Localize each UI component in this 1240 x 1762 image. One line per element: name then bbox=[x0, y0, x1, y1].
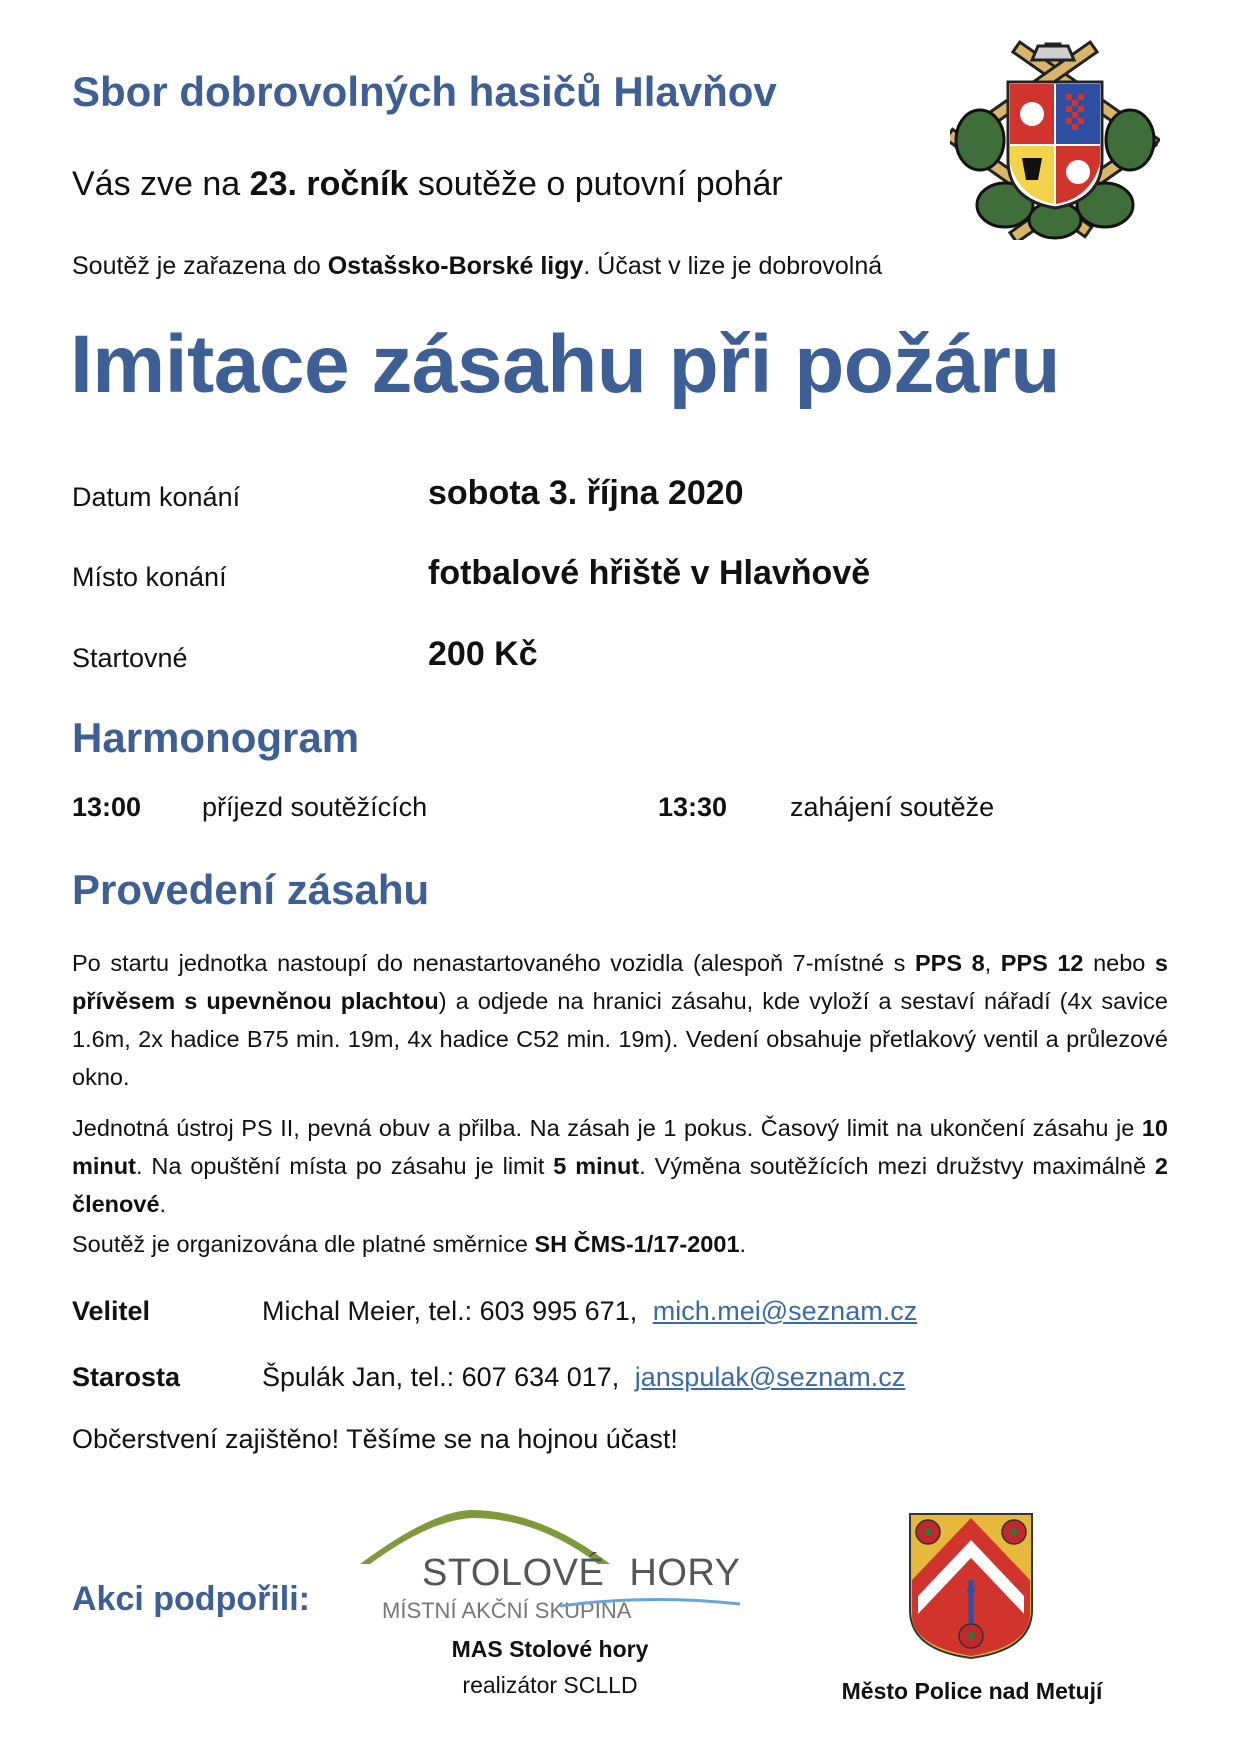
p3-text-c: . bbox=[739, 1231, 747, 1257]
venue-label: Místo konání bbox=[72, 562, 227, 592]
schedule-heading: Harmonogram bbox=[72, 714, 360, 761]
procedure-heading: Provedení zásahu bbox=[72, 866, 430, 913]
organization-name: Sbor dobrovolných hasičů Hlavňov bbox=[72, 68, 777, 115]
town-name: Město Police nad Metují bbox=[841, 1678, 1103, 1704]
fee-label: Startovné bbox=[72, 643, 188, 673]
p1-bold-b: PPS 8 bbox=[914, 950, 985, 976]
event-title: Imitace zásahu při požáru bbox=[70, 319, 1060, 410]
procedure-paragraph-2 bbox=[72, 1109, 1168, 1223]
schedule-time-1: 13:00 bbox=[72, 792, 142, 822]
p1-text-a: Po startu jednotka nastoupí do nenastartovaného vozidla (alespoň 7-místné s bbox=[72, 950, 915, 976]
edition-number: 23. ročník bbox=[249, 165, 409, 203]
mas-logo-subtitle: MÍSTNÍ AKČNÍ SKUPINA bbox=[382, 1598, 632, 1623]
league-name: Ostašsko-Borské ligy bbox=[327, 252, 584, 280]
schedule-text-2: zahájení soutěže bbox=[790, 792, 995, 822]
invite-prefix: Vás zve na bbox=[72, 165, 250, 203]
support-label: Akci podpořili: bbox=[72, 1580, 310, 1618]
mas-logo-word-2: HORY bbox=[629, 1552, 741, 1594]
league-suffix: . Účast v lize je dobrovolná bbox=[583, 252, 883, 280]
p2-bold-b: 10 minut bbox=[72, 1115, 1168, 1179]
fee-value: 200 Kč bbox=[428, 635, 538, 673]
closing-message: Občerstvení zajištěno! Těšíme se na hojnou účast! bbox=[72, 1424, 678, 1454]
procedure-paragraph-1 bbox=[72, 944, 1168, 1096]
league-note bbox=[72, 252, 882, 281]
date-value: sobota 3. října 2020 bbox=[428, 474, 744, 512]
p3-bold-b: SH ČMS-1/17-2001 bbox=[534, 1231, 740, 1257]
procedure-paragraph-3 bbox=[72, 1225, 1168, 1263]
mas-logo bbox=[360, 1504, 740, 1624]
p1-bold-d: PPS 12 bbox=[1000, 950, 1084, 976]
p1-text-g: ) a odjede na hranici zásahu, kde vyloží a sestaví nářadí (4x savice 1.6m, 2x hadice B75 min. 19m, 4x hadice C52 min. 19m). Vedení obsahuje přetlakový ventil a průlezové okno. bbox=[72, 988, 1168, 1090]
contact-info-mayor bbox=[262, 1362, 905, 1393]
mayor-name: Špulák Jan, tel.: 607 634 017, bbox=[262, 1362, 627, 1392]
schedule-text-1: příjezd soutěžících bbox=[202, 792, 428, 822]
contact-role-commander: Velitel bbox=[72, 1296, 151, 1326]
p1-text-c: , bbox=[984, 950, 1001, 976]
date-label: Datum konání bbox=[72, 482, 241, 512]
p3-text-a: Soutěž je organizována dle platné směrnice bbox=[72, 1231, 535, 1257]
p2-bold-d: 5 minut bbox=[553, 1153, 640, 1179]
mas-logo-word-1: STOLOVÉ bbox=[422, 1552, 605, 1594]
contact-role-mayor: Starosta bbox=[72, 1362, 181, 1392]
venue-value: fotbalové hřiště v Hlavňově bbox=[428, 554, 871, 592]
p1-text-e: nebo bbox=[1083, 950, 1155, 976]
p2-text-c: . Na opuštění místa po zásahu je limit bbox=[135, 1153, 554, 1179]
commander-name: Michal Meier, tel.: 603 995 671, bbox=[262, 1296, 645, 1326]
town-crest-icon bbox=[906, 1510, 1036, 1660]
p1-bold-f: s přívěsem s upevněnou plachtou bbox=[72, 950, 1168, 1014]
firefighter-emblem-icon bbox=[950, 40, 1160, 240]
invite-suffix: soutěže o putovní pohár bbox=[408, 165, 783, 203]
league-prefix: Soutěž je zařazena do bbox=[72, 252, 328, 280]
invitation-line bbox=[72, 165, 783, 204]
p2-text-e: . Výměna soutěžících mezi družstvy maximálně bbox=[639, 1153, 1155, 1179]
contact-info-commander bbox=[262, 1296, 917, 1327]
mas-subtitle: realizátor SCLLD bbox=[462, 1672, 638, 1698]
mas-wave-icon bbox=[560, 1592, 740, 1612]
p2-text-a: Jednotná ústroj PS II, pevná obuv a přilba. Na zásah je 1 pokus. Časový limit na ukončení zásahu je bbox=[72, 1115, 1142, 1141]
mayor-email-link[interactable]: janspulak@seznam.cz bbox=[634, 1362, 906, 1392]
p2-bold-f: 2 členové bbox=[72, 1153, 1168, 1217]
mas-name: MAS Stolové hory bbox=[451, 1636, 649, 1662]
p2-text-g: . bbox=[159, 1191, 167, 1217]
commander-email-link[interactable]: mich.mei@seznam.cz bbox=[652, 1296, 918, 1326]
schedule-time-2: 13:30 bbox=[658, 792, 728, 822]
